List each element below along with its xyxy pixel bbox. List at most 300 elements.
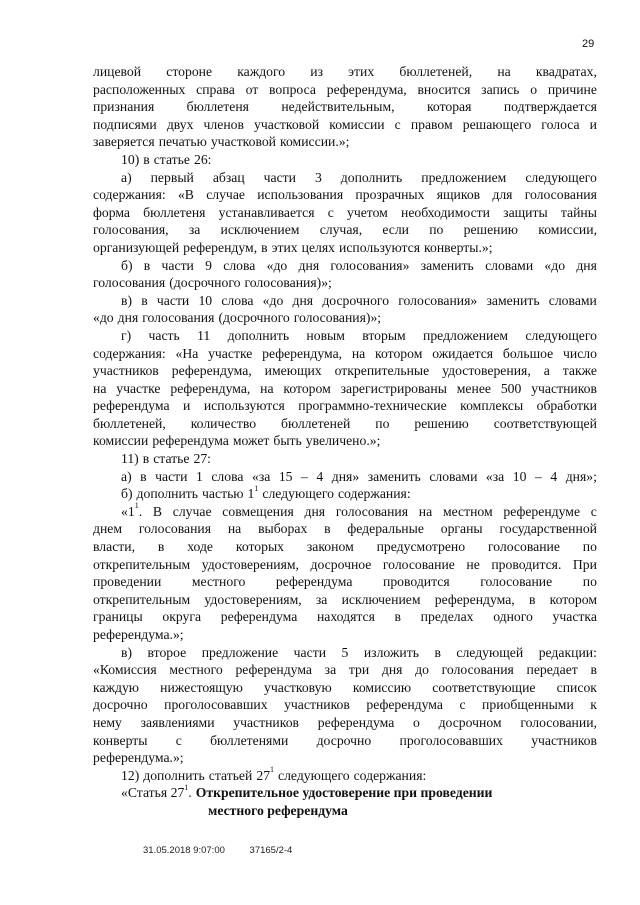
- word: а: [543, 363, 550, 379]
- word: с: [459, 697, 466, 713]
- text-line: [93, 679, 597, 697]
- word: тайны: [560, 204, 597, 220]
- word: дня»;: [565, 468, 597, 484]
- word: нижестоящую: [160, 679, 243, 695]
- word: учетом: [346, 204, 388, 220]
- word: используются: [339, 239, 421, 255]
- word: референдума: [317, 714, 395, 730]
- word: бюллетенями: [210, 732, 289, 748]
- word: органы: [440, 521, 483, 537]
- word: справа: [196, 81, 235, 97]
- word: референдума.»;: [93, 627, 184, 642]
- word: статье: [153, 451, 190, 467]
- word: 10: [198, 292, 213, 308]
- word: каждого: [237, 64, 286, 79]
- word: местного: [191, 574, 246, 590]
- word: словами: [429, 468, 478, 484]
- word: нему: [93, 714, 122, 730]
- word: дня: [117, 310, 139, 326]
- text-line: [93, 749, 597, 767]
- word: также: [562, 363, 597, 379]
- word: референдума: [275, 574, 353, 590]
- word: б): [121, 257, 133, 273]
- word: референдума: [235, 662, 312, 678]
- word: и: [589, 116, 597, 132]
- word: участке: [116, 380, 161, 396]
- word: бюллетеня: [186, 99, 249, 115]
- word: за: [324, 662, 337, 678]
- word: 15: [278, 468, 293, 484]
- word: –: [534, 468, 542, 484]
- text-line: [93, 186, 597, 204]
- word: соответствующей: [493, 415, 597, 431]
- word: за: [188, 222, 201, 238]
- word: по: [582, 539, 597, 555]
- word: этих: [271, 239, 298, 255]
- footer-doc-id: 37165/2-4: [249, 845, 293, 856]
- word: расположенных: [93, 81, 186, 97]
- word: референдума,: [171, 363, 252, 379]
- text-line: [93, 239, 597, 257]
- word: голосования)»;: [244, 275, 332, 291]
- word: государственной: [499, 521, 597, 537]
- article-title: Открепительное удостоверение при проведении: [195, 785, 493, 801]
- text-line: [93, 538, 597, 556]
- page-number: 29: [582, 38, 595, 50]
- text-line: [93, 520, 597, 538]
- word: участников: [93, 363, 159, 379]
- word: котором: [283, 380, 331, 396]
- word: открепительным: [93, 556, 191, 572]
- word: голосования: [93, 275, 166, 291]
- word: предложение: [201, 644, 279, 660]
- word: о: [530, 81, 538, 97]
- word: запись: [481, 81, 520, 97]
- word: по: [375, 415, 390, 431]
- word: абзац: [212, 169, 245, 185]
- word: зарегистрированы: [340, 380, 447, 396]
- word: следующего: [278, 767, 350, 783]
- word: приобщенными: [482, 697, 574, 713]
- text-line: [93, 292, 597, 310]
- word: причине: [547, 81, 597, 97]
- word: г): [121, 327, 132, 343]
- word: «до: [544, 257, 566, 273]
- text-line: [93, 274, 597, 292]
- word: в: [140, 468, 147, 484]
- word: референдума: [93, 398, 170, 414]
- word: случая,: [319, 222, 363, 238]
- word: использования: [257, 187, 344, 203]
- word: большое: [502, 345, 554, 361]
- article-title-continued: местного референдума: [208, 802, 348, 818]
- word: случае: [206, 187, 245, 203]
- word: голосования»: [330, 257, 410, 273]
- word: «за: [485, 468, 505, 484]
- word: референдума.»;: [93, 750, 184, 766]
- word: в: [261, 239, 268, 255]
- word: удостоверения,: [442, 363, 531, 379]
- word: части: [263, 169, 296, 185]
- word: 3: [314, 169, 322, 185]
- text-line: [93, 81, 597, 99]
- word: голоса: [541, 116, 580, 132]
- word: устанавливается: [218, 204, 315, 220]
- word: менее: [456, 380, 491, 396]
- word: предложением: [421, 169, 507, 185]
- word: референдума: [366, 697, 443, 713]
- word: следующего: [525, 327, 597, 343]
- word: ожидается: [432, 345, 494, 361]
- word: «до: [262, 292, 284, 308]
- word: бюллетеня: [143, 204, 206, 220]
- text-line: [93, 432, 597, 450]
- word: слова: [211, 468, 244, 484]
- word: референдума,: [262, 345, 343, 361]
- word: части: [155, 468, 188, 484]
- word: этих: [348, 64, 375, 79]
- word: части: [293, 644, 327, 660]
- word: в): [121, 292, 133, 308]
- word: от: [245, 81, 259, 97]
- word: программно-технические: [298, 398, 447, 414]
- word: досрочно: [93, 697, 148, 713]
- word: членов: [203, 116, 244, 132]
- word: участников: [284, 697, 350, 713]
- word: участковой: [210, 134, 277, 150]
- word: 9: [205, 257, 212, 273]
- word: защиты: [503, 204, 548, 220]
- word: на: [227, 521, 242, 537]
- word: имеющих: [264, 363, 322, 379]
- word: дня: [576, 257, 597, 273]
- article-heading: [93, 784, 597, 802]
- word: участковой: [254, 116, 320, 132]
- word: референдума,: [326, 81, 407, 97]
- word: «$1^1$.: [121, 501, 143, 519]
- word: голосование: [480, 574, 553, 590]
- word: открепительным: [93, 591, 191, 607]
- word: для: [492, 187, 513, 203]
- word: необходимости: [401, 204, 490, 220]
- word: голосования)»;: [293, 310, 382, 326]
- word: по: [429, 222, 444, 238]
- word: с: [394, 116, 401, 132]
- word: комиссии.»;: [280, 134, 350, 150]
- word: соответствующие: [432, 679, 536, 695]
- text-line: [93, 415, 597, 433]
- word: на: [260, 380, 274, 396]
- word: из: [310, 64, 324, 79]
- text-line: [93, 397, 597, 415]
- word: проводится: [383, 574, 450, 590]
- word: в: [142, 451, 150, 467]
- word: «до: [266, 257, 288, 273]
- text-line: [93, 714, 597, 732]
- word: частью: [202, 486, 244, 502]
- word: котором: [549, 591, 597, 607]
- word: а): [121, 468, 132, 484]
- word: При: [572, 556, 597, 572]
- text-line: [93, 591, 597, 609]
- word: «Комиссия: [93, 662, 157, 678]
- word: организующей: [93, 239, 180, 255]
- word: следующего: [525, 169, 597, 185]
- word: открепительные: [334, 363, 430, 379]
- word: $27^1$: [256, 765, 275, 783]
- word: ящиков: [436, 187, 481, 203]
- word: досрочно: [316, 732, 372, 748]
- word: конверты: [93, 732, 148, 748]
- word: недействительным,: [281, 99, 395, 115]
- word: форма: [93, 204, 130, 220]
- word: дополнить: [340, 169, 403, 185]
- word: границы: [93, 609, 143, 625]
- text-line: [93, 362, 597, 380]
- text-line: [93, 221, 597, 239]
- word: участке: [208, 345, 253, 361]
- word: голосования: [335, 503, 409, 519]
- word: дня: [298, 257, 320, 273]
- word: бюллетеней,: [399, 64, 473, 79]
- word: прозрачных: [355, 187, 425, 203]
- word: подтверждается: [503, 99, 597, 115]
- footer-timestamp: 31.05.2018 9:07:00: [143, 845, 225, 856]
- word: решающего: [462, 116, 532, 132]
- word: 5: [341, 644, 349, 660]
- word: решению: [463, 222, 519, 238]
- word: 27:: [193, 451, 211, 467]
- text-line: [93, 732, 597, 750]
- word: заверяется: [93, 134, 155, 150]
- text-line: [93, 503, 597, 521]
- text-line: [93, 450, 597, 468]
- word: пределах: [420, 609, 474, 625]
- word: днем: [93, 521, 123, 537]
- word: досрочном: [438, 714, 502, 730]
- word: в: [394, 609, 402, 625]
- word: участковую: [264, 679, 332, 695]
- word: округа: [162, 609, 202, 625]
- word: слова: [221, 292, 254, 308]
- word: 11: [197, 327, 211, 343]
- text-line: [93, 257, 597, 275]
- text-line: [93, 116, 597, 134]
- word: референдума: [152, 433, 229, 449]
- word: содержания:: [93, 345, 166, 361]
- document-body: [93, 63, 597, 820]
- word: в: [528, 591, 536, 607]
- word: может: [232, 433, 270, 449]
- word: $1^1$: [247, 483, 259, 502]
- word: проводится.: [491, 556, 562, 572]
- word: голосования: [138, 521, 212, 537]
- word: 10: [512, 468, 527, 484]
- word: находятся: [316, 609, 375, 625]
- word: до: [415, 662, 429, 678]
- text-line: [93, 556, 597, 574]
- text-line: [93, 380, 597, 398]
- word: ходе: [187, 539, 213, 555]
- word: комиссию: [352, 679, 412, 695]
- word: проголосовавших: [164, 697, 268, 713]
- word: содержания:: [353, 767, 427, 783]
- word: «На: [175, 345, 199, 361]
- word: словами: [548, 292, 597, 308]
- word: которых: [235, 539, 285, 555]
- word: 11): [121, 451, 139, 467]
- text-line: [93, 63, 597, 81]
- word: число: [563, 345, 597, 361]
- word: целях: [301, 239, 336, 255]
- word: 1: [196, 468, 203, 484]
- word: в): [121, 644, 133, 660]
- word: на: [497, 64, 511, 79]
- word: с: [327, 204, 334, 220]
- word: если: [382, 222, 409, 238]
- word: заменить: [420, 257, 474, 273]
- word: федеральные: [347, 521, 424, 537]
- word: следующей: [456, 644, 524, 660]
- word: голосования»: [398, 292, 478, 308]
- word: а): [121, 169, 132, 185]
- word: новым: [306, 327, 345, 343]
- word: словами: [485, 257, 534, 273]
- word: голосование: [487, 539, 560, 555]
- text-line: [93, 468, 597, 486]
- word: в: [143, 151, 150, 167]
- word: досрочное: [310, 556, 372, 572]
- word: квадратах,: [535, 64, 597, 79]
- word: участка: [552, 609, 597, 625]
- text-line: [93, 309, 597, 327]
- word: удостоверениям,: [201, 556, 299, 572]
- word: количество: [190, 415, 257, 431]
- word: быть: [273, 433, 302, 449]
- word: (досрочного: [218, 310, 290, 326]
- word: используются: [203, 398, 285, 414]
- word: с: [175, 732, 182, 748]
- word: дополнить: [143, 767, 205, 783]
- word: статье: [153, 151, 190, 167]
- word: в: [157, 539, 165, 555]
- word: комиссии,: [538, 222, 597, 238]
- text-line: [93, 151, 597, 169]
- word: комиссии: [329, 116, 385, 132]
- word: содержания:: [337, 486, 411, 502]
- word: референдума: [220, 609, 298, 625]
- word: печатью: [158, 134, 207, 150]
- word: голосования,: [93, 222, 169, 238]
- word: части: [161, 257, 194, 273]
- word: в: [324, 521, 331, 537]
- word: дополнить: [227, 327, 290, 343]
- word: заявлениями: [140, 714, 215, 730]
- word: голосование: [382, 556, 455, 572]
- word: часть: [148, 327, 180, 343]
- word: совмещения: [222, 503, 294, 519]
- word: решению: [414, 415, 469, 431]
- word: которая: [426, 99, 472, 115]
- word: по: [582, 574, 597, 590]
- word: список: [556, 679, 597, 695]
- word: местного: [169, 662, 223, 678]
- word: правом: [410, 116, 453, 132]
- word: статьей: [208, 767, 253, 783]
- article-prefix: «Статья $27^1$.: [121, 782, 192, 801]
- word: три: [348, 662, 370, 678]
- word: вносится: [417, 81, 471, 97]
- word: участников: [531, 732, 597, 748]
- word: местном: [442, 503, 493, 519]
- word: дня: [292, 292, 314, 308]
- word: изложить: [363, 644, 419, 660]
- word: к: [590, 697, 597, 713]
- word: 4: [550, 468, 558, 484]
- word: проголосовавших: [399, 732, 503, 748]
- word: передает: [526, 662, 578, 678]
- word: дня: [381, 662, 403, 678]
- word: на: [418, 503, 433, 519]
- word: участников: [233, 714, 300, 730]
- word: вопроса: [269, 81, 316, 97]
- word: выборах: [258, 521, 308, 537]
- document-footer: [143, 845, 314, 856]
- word: референдуме: [503, 503, 581, 519]
- text-line: [93, 644, 597, 662]
- text-line: [93, 767, 597, 785]
- word: исключением: [220, 222, 300, 238]
- word: второе: [147, 644, 187, 660]
- word: слова: [223, 257, 256, 273]
- word: признания: [93, 99, 155, 115]
- word: 500: [500, 380, 522, 396]
- word: В: [152, 503, 162, 519]
- word: заменить: [367, 468, 421, 484]
- text-line: [93, 696, 597, 714]
- word: –: [301, 468, 308, 484]
- word: на: [93, 380, 107, 396]
- word: двух: [166, 116, 194, 132]
- word: законом: [306, 539, 354, 555]
- word: следующего: [262, 486, 334, 502]
- word: 4: [316, 468, 324, 484]
- word: в: [141, 292, 148, 308]
- text-line: [93, 98, 597, 116]
- word: «за: [251, 468, 271, 484]
- word: бюллетеней,: [93, 415, 166, 431]
- word: о: [413, 714, 420, 730]
- text-line: [93, 133, 597, 151]
- word: и: [183, 398, 191, 414]
- word: (досрочного: [169, 275, 241, 291]
- word: проведении: [93, 574, 162, 590]
- word: за: [315, 591, 328, 607]
- word: референдума,: [170, 380, 251, 396]
- word: конверты.»;: [424, 239, 493, 255]
- word: лицевой: [93, 64, 142, 79]
- word: не: [466, 556, 480, 572]
- word: предложением: [423, 327, 509, 343]
- text-line: [93, 573, 597, 591]
- text-line: [93, 485, 597, 503]
- word: увеличено.»;: [305, 433, 381, 449]
- word: в: [434, 644, 441, 660]
- word: 10): [121, 151, 140, 167]
- word: дня: [304, 503, 326, 519]
- word: комиссии: [93, 433, 149, 449]
- word: предусмотрено: [376, 539, 466, 555]
